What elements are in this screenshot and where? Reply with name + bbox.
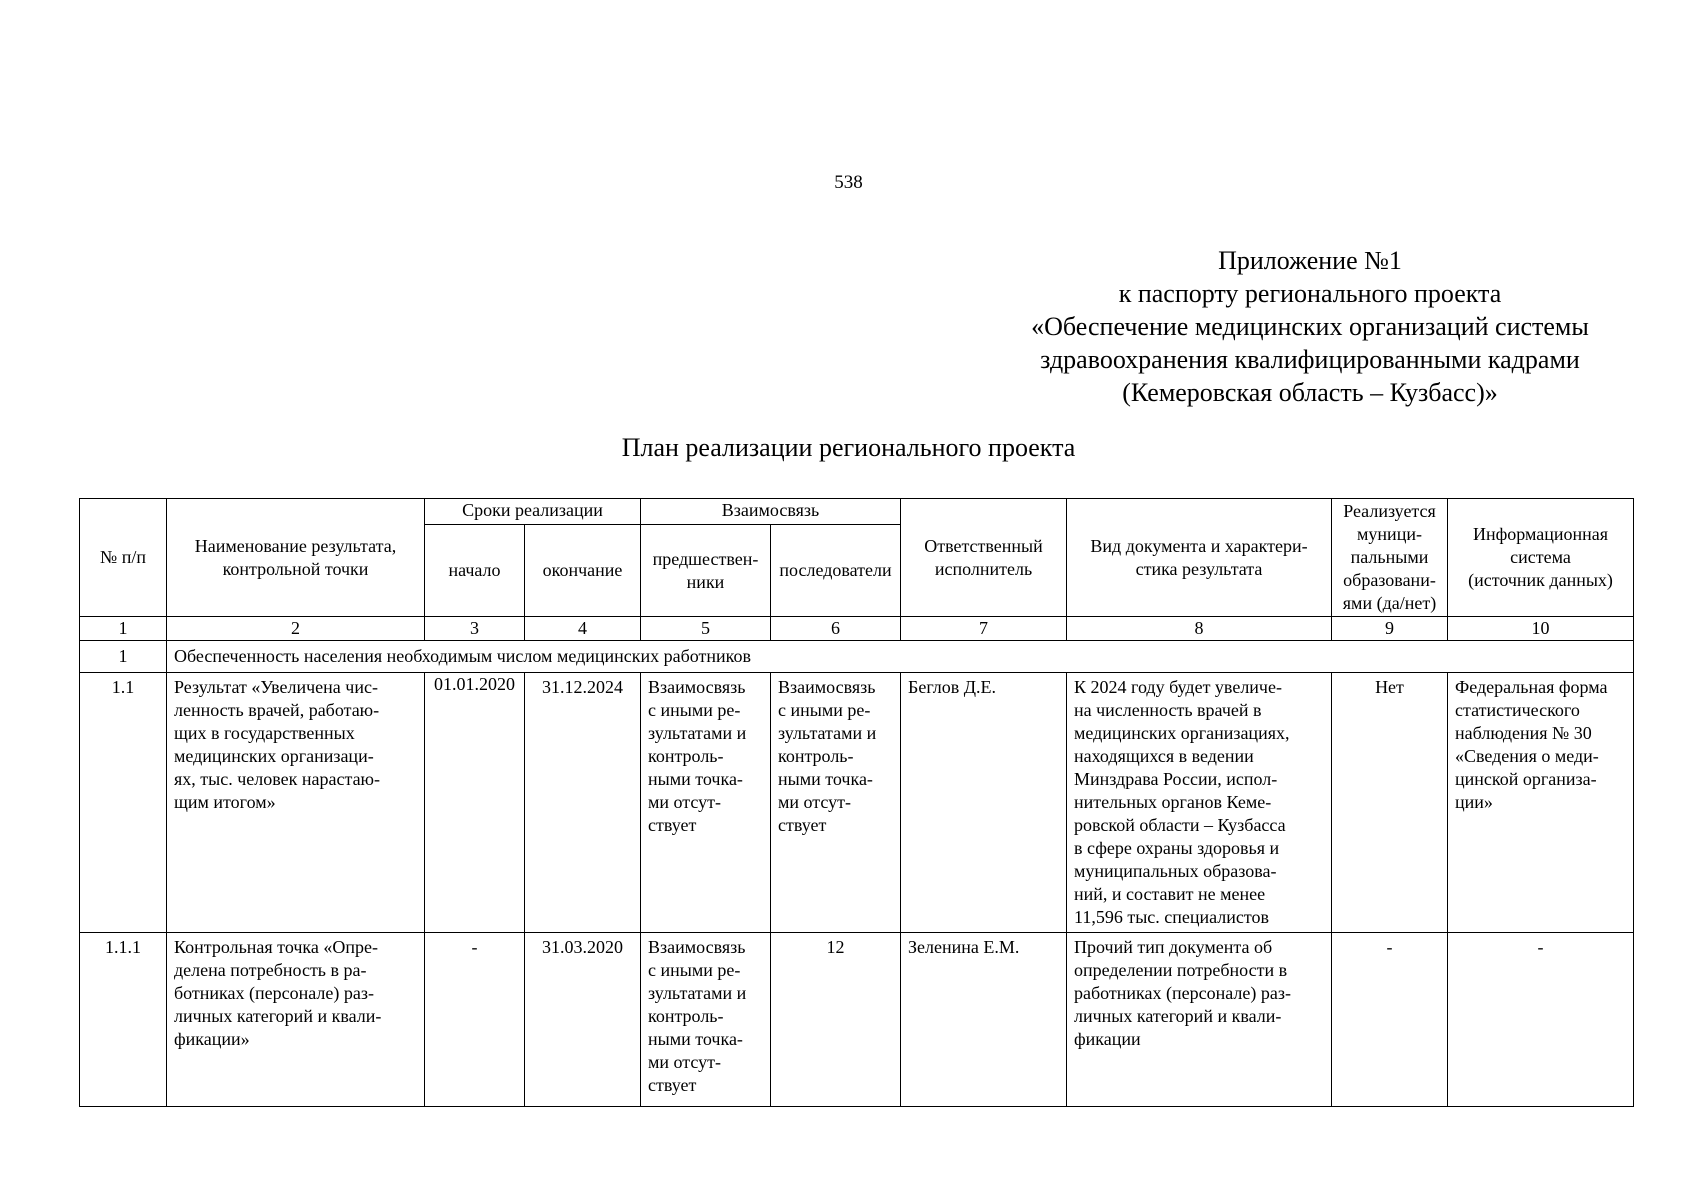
row-doc: Прочий тип документа об определении потребности в работниках (персонале) раз- личных категорий и квали- фикации: [1067, 933, 1332, 1107]
header-successors: последователи: [771, 525, 901, 617]
column-number: 2: [167, 617, 425, 641]
column-number: 8: [1067, 617, 1332, 641]
plan-table: [79, 498, 1634, 1107]
row-predecessors: Взаимосвязь с иными ре- зультатами и контроль- ными точка- ми отсут- ствует: [641, 673, 771, 933]
header-relation: Взаимосвязь: [641, 499, 901, 525]
appendix-line: к паспорту регионального проекта: [1118, 279, 1502, 308]
plan-title: План реализации регионального проекта: [621, 433, 1076, 462]
header-info-system: Информационная система (источник данных): [1448, 499, 1634, 617]
header-responsible: Ответственный исполнитель: [901, 499, 1067, 617]
section-row: [80, 641, 1634, 673]
row-num: 1.1.1: [80, 933, 167, 1107]
row-start: 01.01.2020: [425, 673, 525, 933]
section-num: 1: [80, 641, 167, 673]
column-number-row: [80, 617, 1634, 641]
row-name: Результат «Увеличена чис- ленность врачей, работаю- щих в государственных медицинских организаци- ях, тыс. человек нарастаю- щим итогом»: [167, 673, 425, 933]
appendix-line: «Обеспечение медицинских организаций системы: [1031, 312, 1589, 341]
row-end: 31.12.2024: [525, 673, 641, 933]
header-end: окончание: [525, 525, 641, 617]
appendix-line: здравоохранения квалифицированными кадрами: [1040, 345, 1580, 374]
row-successors: Взаимосвязь с иными ре- зультатами и контроль- ными точка- ми отсут- ствует: [771, 673, 901, 933]
column-number: 4: [525, 617, 641, 641]
header-name: Наименование результата, контрольной точки: [167, 499, 425, 617]
appendix-line: Приложение №1: [1218, 246, 1402, 275]
header-terms: Сроки реализации: [425, 499, 641, 525]
section-title: Обеспеченность населения необходимым числом медицинских работников: [167, 641, 1634, 673]
header-start: начало: [425, 525, 525, 617]
column-number: 9: [1332, 617, 1448, 641]
table-row: [80, 673, 1634, 933]
column-number: 10: [1448, 617, 1634, 641]
row-name: Контрольная точка «Опре- делена потребность в ра- ботниках (персонале) раз- личных категорий и квали- фикации»: [167, 933, 425, 1107]
header-predecessors: предшествен- ники: [641, 525, 771, 617]
row-doc: К 2024 году будет увеличе- на численность врачей в медицинских организациях, находящихся в ведении Минздрава России, испол- нительных органов Кеме- ровской области – Кузбасса в сфере охраны здоровья и муниципальных образова- ний, и составит не менее 11,596 тыс. специалистов: [1067, 673, 1332, 933]
column-number: 6: [771, 617, 901, 641]
column-number: 7: [901, 617, 1067, 641]
row-start: -: [425, 933, 525, 1107]
column-number: 1: [80, 617, 167, 641]
page-number: 538: [834, 172, 863, 193]
row-municipal: Нет: [1332, 673, 1448, 933]
row-predecessors: Взаимосвязь с иными ре- зультатами и контроль- ными точка- ми отсут- ствует: [641, 933, 771, 1107]
row-info: -: [1448, 933, 1634, 1107]
row-end: 31.03.2020: [525, 933, 641, 1107]
row-successors: 12: [771, 933, 901, 1107]
header-municipal: Реализуется муници- пальными образовани- ями (да/нет): [1332, 499, 1448, 617]
column-number: 3: [425, 617, 525, 641]
appendix-heading: [930, 244, 1690, 409]
column-number: 5: [641, 617, 771, 641]
table-row: [80, 933, 1634, 1107]
header-row: [80, 499, 1634, 525]
row-municipal: -: [1332, 933, 1448, 1107]
row-num: 1.1: [80, 673, 167, 933]
appendix-line: (Кемеровская область – Кузбасс)»: [1122, 378, 1498, 407]
row-responsible: Зеленина Е.М.: [901, 933, 1067, 1107]
row-responsible: Беглов Д.Е.: [901, 673, 1067, 933]
header-num: № п/п: [80, 499, 167, 617]
header-doc-type: Вид документа и характери- стика результата: [1067, 499, 1332, 617]
row-info: Федеральная форма статистического наблюдения № 30 «Сведения о меди- цинской организа- ции»: [1448, 673, 1634, 933]
